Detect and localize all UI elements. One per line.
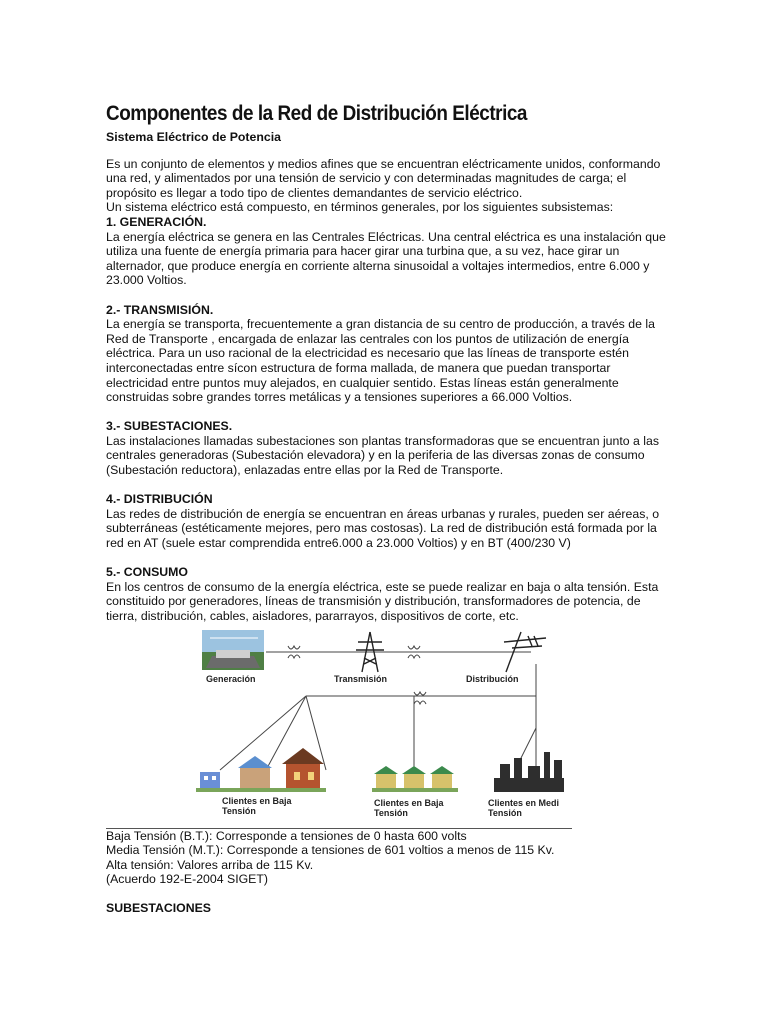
section-subestaciones-heading: 3.- SUBESTACIONES. <box>106 419 233 434</box>
document-page <box>106 102 666 916</box>
note-media-tension: Media Tensión (M.T.): Corresponde a tensiones de 601 voltios a menos de 115 Kv. <box>106 843 555 858</box>
document-subtitle: Sistema Eléctrico de Potencia <box>106 130 281 144</box>
note-alta-tension: Alta tensión: Valores arriba de 115 Kv. <box>106 857 314 872</box>
label-transmision: Transmisión <box>334 673 388 684</box>
section-distribucion-text: Las redes de distribución de energía se encuentran en áreas urbanas y rurales, pueden ser aéreas, o subterráneas (estéticamente mejores, pero mas costosas). La red de distribución está formada por la red en AT (suele estar comprendida entre6.000 a 23.000 Voltios) y en BT (400/230 V) <box>106 506 660 551</box>
section-generacion-text: La energía eléctrica se genera en las Centrales Eléctricas. Una central eléctrica es una instalación que utiliza una fuente de energía primaria para hacer girar una turbina que, a su vez, hace girar un alternador, que produce energía en corriente alterna sinusoidal a voltajes intermedios, entre 6.000 y 23.000 Voltios. <box>106 229 666 288</box>
label-clientes-baja-1 <box>222 796 292 816</box>
coil-icon-3 <box>414 692 426 704</box>
houses-low-voltage-icon-2 <box>372 766 458 792</box>
label-generacion: Generación <box>206 673 256 684</box>
section-consumo-heading: 5.- CONSUMO <box>106 565 188 580</box>
factory-icon <box>494 752 564 792</box>
power-plant-icon <box>202 630 264 670</box>
section-transmision-heading: 2.- TRANSMISIÓN. <box>106 302 214 317</box>
label-clientes-baja-2 <box>374 798 444 818</box>
section-subestaciones-text: Las instalaciones llamadas subestaciones son plantas transformadoras que se encuentran junto a las centrales generadoras (Subestación elevadora) y en la periferia de las diversas zonas de consumo (Subestación reductora), enlazadas entre ellas por la Red de Transporte. <box>106 433 660 478</box>
label-clientes-media <box>488 798 559 818</box>
section-consumo-text: En los centros de consumo de la energía eléctrica, este se puede realizar en baja o alta tensión. Esta constituido por generadores, líneas de transmisión y distribución, transformadores de potencia, de tierra, distribución, cables, aisladores, pararrayos, dispositivos de corte, etc. <box>106 579 659 623</box>
power-system-diagram <box>176 628 646 828</box>
note-baja-tension: Baja Tensión (B.T.): Corresponde a tensiones de 0 hasta 600 volts <box>106 828 467 843</box>
label-clientes-baja-1-line1: Clientes en Baja <box>222 795 292 806</box>
label-clientes-baja-1-line2: Tensión <box>222 805 256 816</box>
section-transmision-text: La energía se transporta, frecuentemente a gran distancia de su centro de producción, a través de la Red de Transporte , encargada de enlazar las centrales con los puntos de utilización de energía eléctrica. Para un uso racional de la electricidad es necesario que las líneas de transporte estén interconectadas entre sícon estructura de forma mallada, de manera que puedan transportar electricidad entre puntos muy alejados, en cualquier sentido. Estas líneas están generalmente construidas sobre grandes torres metálicas y a tensiones superiores a 66.000 Voltios. <box>106 317 655 405</box>
section-generacion-heading: 1. GENERACIÓN. <box>106 214 207 229</box>
voltage-notes <box>106 829 666 887</box>
intro-paragraph-2: Un sistema eléctrico está compuesto, en términos generales, por los siguientes subsistemas: <box>106 200 614 215</box>
houses-low-voltage-icon <box>196 748 326 792</box>
document-title: Componentes de la Red de Distribución Eléctrica <box>106 102 528 125</box>
note-acuerdo: (Acuerdo 192-E-2004 SIGET) <box>106 872 268 887</box>
label-clientes-media-line1: Clientes en Medi <box>488 797 560 808</box>
subestaciones-heading: SUBESTACIONES <box>106 900 211 915</box>
label-clientes-media-line2: Tensión <box>488 807 522 818</box>
section-distribucion-heading: 4.- DISTRIBUCIÓN <box>106 492 213 507</box>
label-clientes-baja-2-line1: Clientes en Baja <box>374 797 444 808</box>
label-clientes-baja-2-line2: Tensión <box>374 807 408 818</box>
intro-paragraph: Es un conjunto de elementos y medios afines que se encuentran eléctricamente unidos, conformando una red, y alimentados por una tensión de servicio y con determinadas magnitudes de carga; el propósito es llegar a todo tipo de clientes demandantes de servicio eléctrico. <box>106 156 661 200</box>
label-distribucion: Distribución <box>466 673 519 684</box>
